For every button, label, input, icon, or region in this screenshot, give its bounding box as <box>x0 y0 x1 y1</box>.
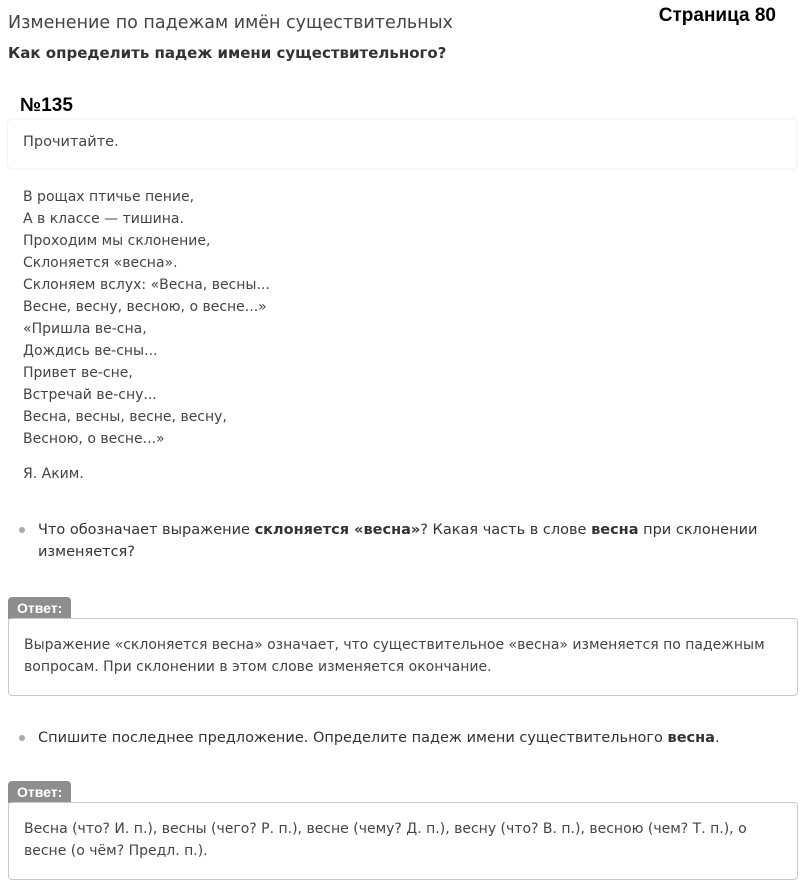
bullet-icon <box>19 735 25 741</box>
task-text: Прочитайте. <box>23 134 119 150</box>
poem-line: Весна, весны, весне, весну, <box>23 409 227 425</box>
task-box <box>8 120 796 168</box>
answer-text: Выражение «склоняется весна» означает, что существительное «весна» изменяется по падежным вопросам. При склонении в этом слове изменяется окончание. <box>24 637 765 675</box>
poem-line: Весною, о весне...» <box>23 431 165 447</box>
poem-line: Склоняется «весна». <box>23 255 178 271</box>
poem-line: Проходим мы склонение, <box>23 233 211 249</box>
answer-box <box>8 802 798 880</box>
question-text: ? Какая часть в слове <box>420 522 592 538</box>
question-text: . <box>714 730 720 746</box>
poem-line: А в классе — тишина. <box>23 211 184 227</box>
page-subtitle: Как определить падеж имени существительного? <box>8 44 447 62</box>
question-emphasis: весна <box>667 730 715 746</box>
poem-line: Встречай ве-сну... <box>23 387 157 403</box>
answer-label: Ответ: <box>8 781 71 803</box>
page-number: Страница 80 <box>658 5 776 26</box>
question-text: Спишите последнее предложение. Определите падеж имени существительного <box>38 730 668 746</box>
exercise-number: №135 <box>20 95 73 116</box>
poem-line: Весне, весну, весною, о весне...» <box>23 299 267 315</box>
answer-box <box>8 618 798 696</box>
question-1 <box>38 519 768 563</box>
poem <box>23 186 270 450</box>
answer-label: Ответ: <box>8 597 71 619</box>
question-emphasis: склоняется «весна» <box>254 522 421 538</box>
poem-line: «Пришла ве-сна, <box>23 321 147 337</box>
answer-text: Весна (что? И. п.), весны (чего? Р. п.), весне (чему? Д. п.), весну (что? В. п.), весною (чем? Т. п.), о весне (о чём? Предл. п.). <box>24 821 747 859</box>
question-emphasis: весна <box>591 522 639 538</box>
question-text: при склонении изменяется? <box>38 522 758 560</box>
bullet-icon <box>19 527 25 533</box>
poem-line: Дождись ве-сны... <box>23 343 158 359</box>
poem-line: Склоняем вслух: «Весна, весны... <box>23 277 270 293</box>
page-title: Изменение по падежам имён существительных <box>8 13 453 33</box>
question-2 <box>38 727 768 749</box>
question-text: Что обозначает выражение <box>38 522 255 538</box>
poem-line: В рощах птичье пение, <box>23 189 195 205</box>
poem-line: Привет ве-сне, <box>23 365 133 381</box>
poem-author: Я. Аким. <box>23 466 84 482</box>
